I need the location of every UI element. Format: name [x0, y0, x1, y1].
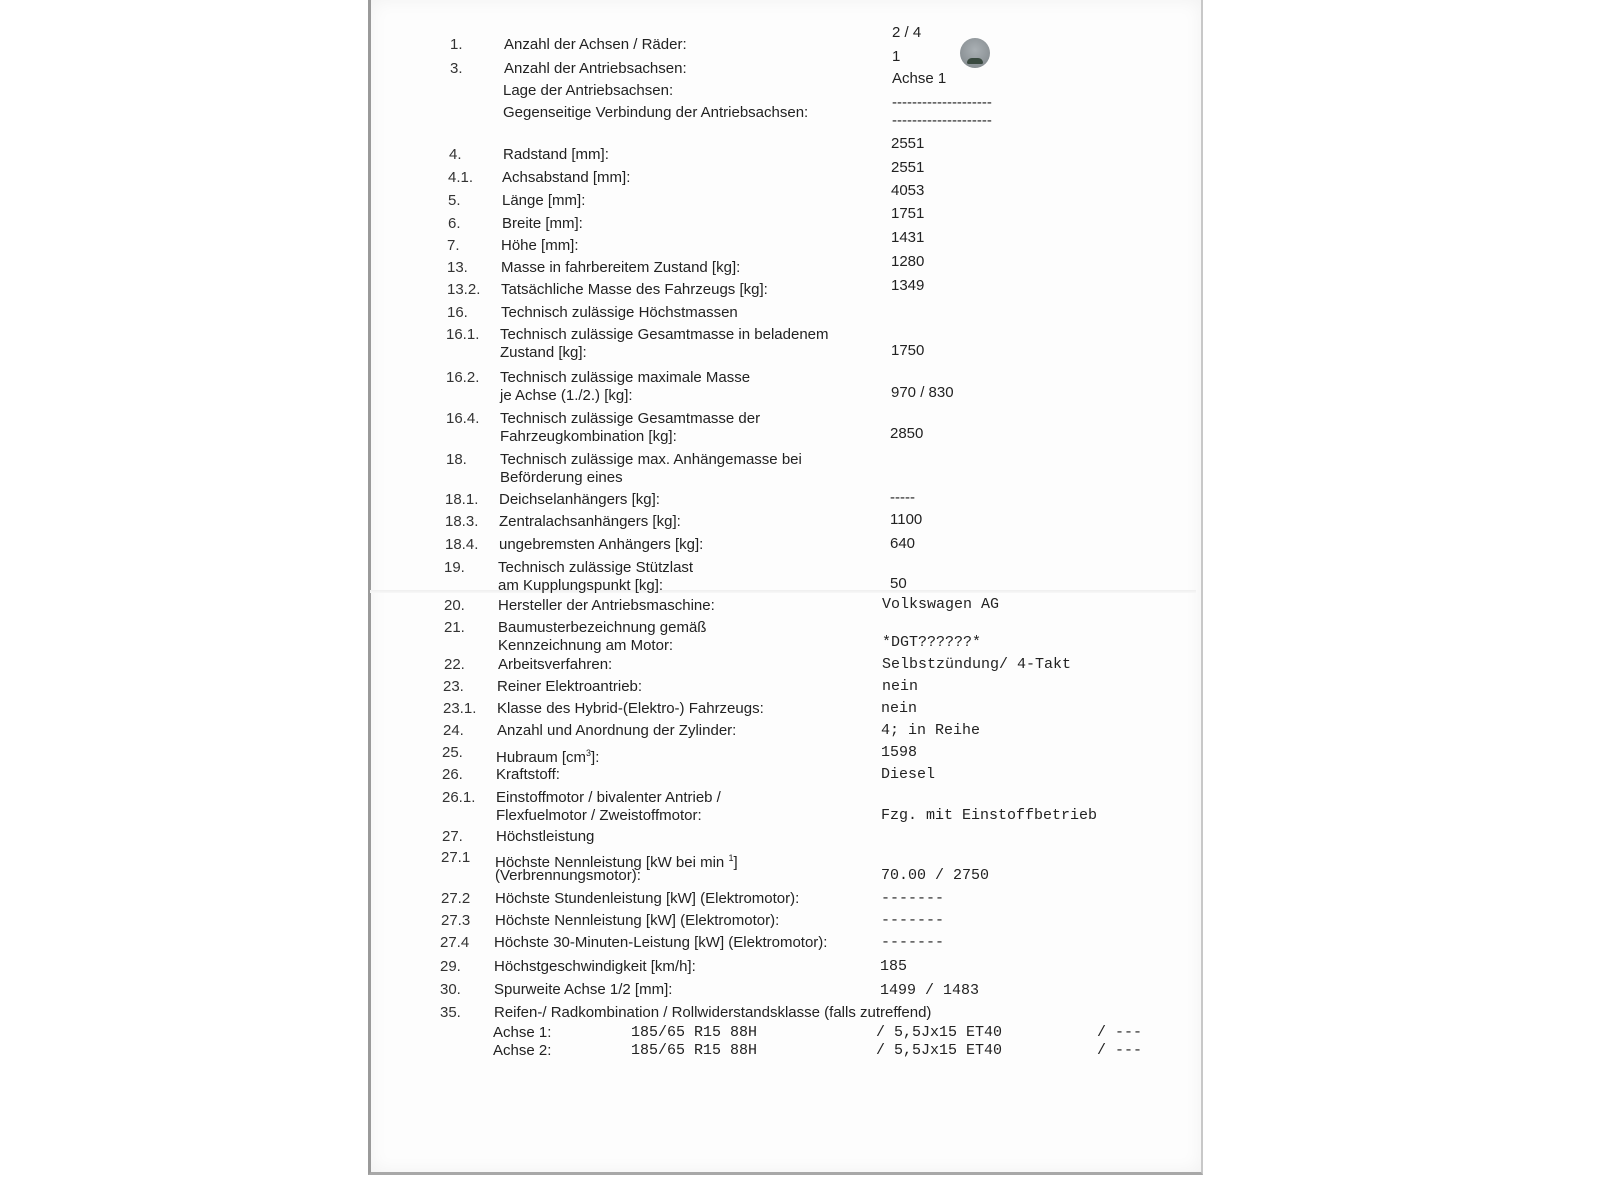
- item-value: 4; in Reihe: [881, 722, 981, 739]
- item-value: 1750: [891, 342, 925, 359]
- item-number: 4.: [449, 146, 462, 163]
- item-label: am Kupplungspunkt [kg]:: [498, 577, 664, 594]
- item-label: Reifen-/ Radkombination / Rollwiderstandsklasse (falls zutreffend): [494, 1004, 932, 1021]
- rolling-resistance-class: / ---: [1097, 1024, 1143, 1041]
- tyre-size: 185/65 R15 88H: [631, 1024, 758, 1041]
- rolling-resistance-class: / ---: [1097, 1042, 1143, 1059]
- item-number: 30.: [440, 981, 461, 998]
- item-value: Selbstzündung/ 4-Takt: [882, 656, 1072, 673]
- item-number: 13.2.: [447, 281, 481, 298]
- paper-fold-line: [370, 590, 1196, 593]
- item-number: 18.: [446, 451, 467, 468]
- item-number: 24.: [443, 722, 464, 739]
- item-number: 27.1: [441, 849, 471, 866]
- item-number: 27.3: [441, 912, 471, 929]
- item-value: -------: [881, 890, 945, 907]
- item-number: 13.: [447, 259, 468, 276]
- item-label: Technisch zulässige Höchstmassen: [501, 304, 738, 321]
- item-number: 18.1.: [445, 491, 479, 508]
- item-label: Arbeitsverfahren:: [498, 656, 613, 673]
- item-label: Kraftstoff:: [496, 766, 560, 783]
- item-label: Klasse des Hybrid-(Elektro-) Fahrzeugs:: [497, 700, 764, 717]
- item-label: Anzahl der Achsen / Räder:: [504, 36, 687, 53]
- item-number: 25.: [442, 744, 463, 761]
- item-number: 18.4.: [445, 536, 479, 553]
- item-number: 29.: [440, 958, 461, 975]
- item-label: Höhe [mm]:: [501, 237, 579, 254]
- item-value: -----: [890, 489, 915, 506]
- item-value: 1: [892, 48, 901, 65]
- item-value: nein: [882, 678, 919, 695]
- item-number: 16.4.: [446, 410, 480, 427]
- item-label: Tatsächliche Masse des Fahrzeugs [kg]:: [501, 281, 768, 298]
- tyre-axle-label: Achse 2:: [493, 1042, 552, 1059]
- item-number: 35.: [440, 1004, 461, 1021]
- item-label: je Achse (1./2.) [kg]:: [500, 387, 633, 404]
- punch-hole-icon: [960, 38, 990, 68]
- item-label: Höchste 30-Minuten-Leistung [kW] (Elektromotor):: [494, 934, 828, 951]
- item-label: Technisch zulässige Stützlast: [498, 559, 694, 576]
- item-label: Technisch zulässige max. Anhängemasse bei: [500, 451, 802, 468]
- item-label: Masse in fahrbereitem Zustand [kg]:: [501, 259, 741, 276]
- item-number: 16.1.: [446, 326, 480, 343]
- item-label: Fahrzeugkombination [kg]:: [500, 428, 677, 445]
- item-number: 4.1.: [448, 169, 474, 186]
- item-label: Höchstgeschwindigkeit [km/h]:: [494, 958, 696, 975]
- item-value: 1499 / 1483: [880, 982, 980, 999]
- item-label: Flexfuelmotor / Zweistoffmotor:: [496, 807, 702, 824]
- item-label: Höchstleistung: [496, 828, 595, 845]
- item-value: 970 / 830: [891, 384, 954, 401]
- item-label: Technisch zulässige Gesamtmasse in beladenem: [500, 326, 829, 343]
- item-label: Breite [mm]:: [502, 215, 583, 232]
- item-value: 2551: [891, 135, 925, 152]
- item-label: Zustand [kg]:: [500, 344, 587, 361]
- item-number: 18.3.: [445, 513, 479, 530]
- item-label: Anzahl der Antriebsachsen:: [504, 60, 687, 77]
- rim-size: / 5,5Jx15 ET40: [876, 1042, 1003, 1059]
- item-value: 185: [880, 958, 908, 975]
- item-label: Zentralachsanhängers [kg]:: [499, 513, 681, 530]
- item-value: 640: [890, 535, 916, 552]
- item-number: 16.2.: [446, 369, 480, 386]
- item-number: 22.: [444, 656, 465, 673]
- item-value: -------: [881, 912, 945, 929]
- item-number: 16.: [447, 304, 468, 321]
- item-value: Volkswagen AG: [882, 596, 1000, 613]
- tyre-size: 185/65 R15 88H: [631, 1042, 758, 1059]
- item-value: Fzg. mit Einstoffbetrieb: [881, 807, 1098, 824]
- item-label: (Verbrennungsmotor):: [495, 867, 641, 884]
- item-value: 2850: [890, 425, 924, 442]
- item-value: 4053: [891, 182, 925, 199]
- item-label: Höchste Nennleistung [kW] (Elektromotor):: [495, 912, 780, 929]
- item-label: Höchste Nennleistung [kW bei min $^1$]: [495, 853, 738, 871]
- item-value: 1598: [881, 744, 918, 761]
- item-value: Achse 1: [892, 70, 947, 87]
- item-number: 19.: [444, 559, 465, 576]
- item-value: nein: [881, 700, 918, 717]
- item-value: 1280: [891, 253, 925, 270]
- item-value: -------: [881, 934, 945, 951]
- item-label: Einstoffmotor / bivalenter Antrieb /: [496, 789, 721, 806]
- item-label: Gegenseitige Verbindung der Antriebsachsen:: [503, 104, 809, 121]
- item-value: 50: [890, 575, 907, 592]
- item-label: Hubraum $[cm^3]$:: [496, 748, 600, 766]
- item-value: 1431: [891, 229, 925, 246]
- item-label: Technisch zulässige Gesamtmasse der: [500, 410, 761, 427]
- item-number: 27.4: [440, 934, 470, 951]
- item-label: Technisch zulässige maximale Masse: [500, 369, 751, 386]
- item-label: Reiner Elektroantrieb:: [497, 678, 643, 695]
- item-label: Höchste Stundenleistung [kW] (Elektromotor):: [495, 890, 800, 907]
- item-value: --------------------: [892, 112, 992, 129]
- item-number: 20.: [444, 597, 465, 614]
- item-value: *DGT??????*: [882, 634, 982, 651]
- item-label: ungebremsten Anhängers [kg]:: [499, 536, 704, 553]
- item-number: 6.: [448, 215, 461, 232]
- item-label: Baumusterbezeichnung gemäß: [498, 619, 707, 636]
- item-number: 23.: [443, 678, 464, 695]
- item-number: 26.1.: [442, 789, 476, 806]
- item-label: Beförderung eines: [500, 469, 623, 486]
- item-label: Spurweite Achse 1/2 [mm]:: [494, 981, 673, 998]
- item-number: 27.: [442, 828, 463, 845]
- item-number: 27.2: [441, 890, 471, 907]
- item-value: Diesel: [881, 766, 936, 783]
- item-label: Deichselanhängers [kg]:: [499, 491, 660, 508]
- item-number: 5.: [448, 192, 461, 209]
- item-label: Anzahl und Anordnung der Zylinder:: [497, 722, 737, 739]
- item-value: 1349: [891, 277, 925, 294]
- item-value: 2551: [891, 159, 925, 176]
- item-value: 2 / 4: [892, 24, 922, 41]
- item-number: 26.: [442, 766, 463, 783]
- item-number: 7.: [447, 237, 460, 254]
- tyre-axle-label: Achse 1:: [493, 1024, 552, 1041]
- item-number: 3.: [450, 60, 463, 77]
- rim-size: / 5,5Jx15 ET40: [876, 1024, 1003, 1041]
- item-label: Kennzeichnung am Motor:: [498, 637, 674, 654]
- item-label: Länge [mm]:: [502, 192, 586, 209]
- item-number: 1.: [450, 36, 463, 53]
- item-number: 23.1.: [443, 700, 477, 717]
- item-value: 1751: [891, 205, 925, 222]
- item-label: Radstand [mm]:: [503, 146, 609, 163]
- item-number: 21.: [444, 619, 465, 636]
- item-value: --------------------: [892, 94, 992, 111]
- item-value: 1100: [890, 511, 923, 528]
- item-label: Lage der Antriebsachsen:: [503, 82, 674, 99]
- item-label: Hersteller der Antriebsmaschine:: [498, 597, 715, 614]
- item-value: 70.00 / 2750: [881, 867, 990, 884]
- item-label: Achsabstand [mm]:: [502, 169, 631, 186]
